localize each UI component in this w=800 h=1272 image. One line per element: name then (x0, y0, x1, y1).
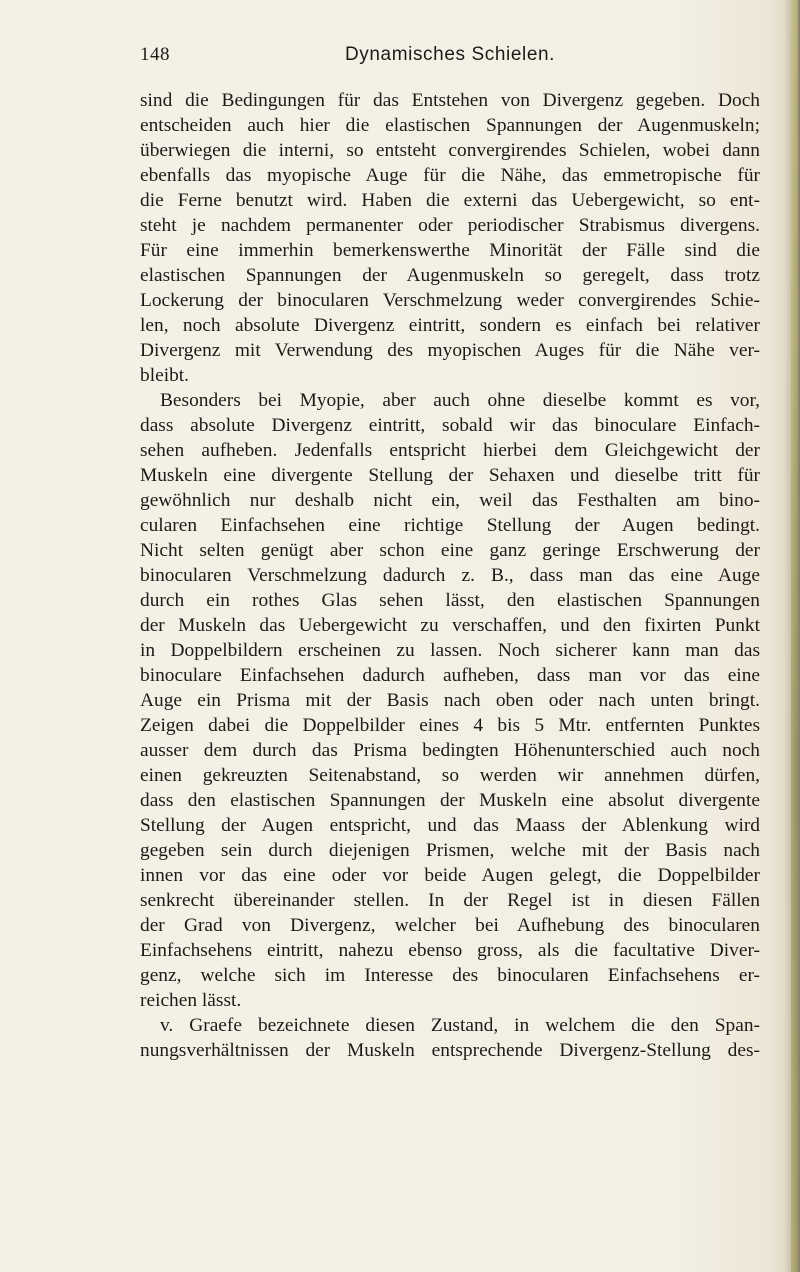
text-line: Lockerung der binocularen Verschmelzung weder convergirendes Schie- (140, 290, 760, 311)
text-line: steht je nachdem permanenter oder periodischer Strabismus divergens. (140, 215, 760, 236)
text-line: ausser dem durch das Prisma bedingten Höhenunterschied auch noch (140, 740, 760, 761)
text-line: nungsverhältnissen der Muskeln entsprechende Divergenz-Stellung des- (140, 1040, 760, 1061)
text-line: entscheiden auch hier die elastischen Spannungen der Augenmuskeln; (140, 115, 760, 136)
text-line: dass absolute Divergenz eintritt, sobald wir das binoculare Einfach- (140, 415, 760, 436)
text-line: Einfachsehens eintritt, nahezu ebenso gross, als die facultative Diver- (140, 940, 760, 961)
text-line: Auge ein Prisma mit der Basis nach oben oder nach unten bringt. (140, 690, 760, 711)
text-line: Divergenz mit Verwendung des myopischen Auges für die Nähe ver- (140, 340, 760, 361)
text-line: len, noch absolute Divergenz eintritt, sondern es einfach bei relativer (140, 315, 760, 336)
page-header (140, 44, 760, 74)
text-line: dass den elastischen Spannungen der Muskeln eine absolut divergente (140, 790, 760, 811)
text-line: gewöhnlich nur deshalb nicht ein, weil das Festhalten am bino- (140, 490, 760, 511)
text-line: der Muskeln das Uebergewicht zu verschaffen, und den fixirten Punkt (140, 615, 760, 636)
text-line: durch ein rothes Glas sehen lässt, den elastischen Spannungen (140, 590, 760, 611)
text-line: Besonders bei Myopie, aber auch ohne dieselbe kommt es vor, (160, 390, 760, 411)
text-line: sind die Bedingungen für das Entstehen von Divergenz gegeben. Doch (140, 90, 760, 111)
text-line: in Doppelbildern erscheinen zu lassen. Noch sicherer kann man das (140, 640, 760, 661)
page-number: 148 (140, 44, 170, 65)
text-line: binoculare Einfachsehen dadurch aufheben, dass man vor das eine (140, 665, 760, 686)
text-line: Stellung der Augen entspricht, und das Maass der Ablenkung wird (140, 815, 760, 836)
text-line: überwiegen die interni, so entsteht convergirendes Schielen, wobei dann (140, 140, 760, 161)
text-line: gegeben sein durch diejenigen Prismen, welche mit der Basis nach (140, 840, 760, 861)
text-line: Muskeln eine divergente Stellung der Sehaxen und dieselbe tritt für (140, 465, 760, 486)
text-line: sehen aufheben. Jedenfalls entspricht hierbei dem Gleichgewicht der (140, 440, 760, 461)
text-line: innen vor das eine oder vor beide Augen gelegt, die Doppelbilder (140, 865, 760, 886)
text-line: genz, welche sich im Interesse des binocularen Einfachsehens er- (140, 965, 760, 986)
text-line: binocularen Verschmelzung dadurch z. B., dass man das eine Auge (140, 565, 760, 586)
text-line: elastischen Spannungen der Augenmuskeln so geregelt, dass trotz (140, 265, 760, 286)
text-line: Nicht selten genügt aber schon eine ganz geringe Erschwerung der (140, 540, 760, 561)
text-line: cularen Einfachsehen eine richtige Stellung der Augen bedingt. (140, 515, 760, 536)
text-line: Zeigen dabei die Doppelbilder eines 4 bis 5 Mtr. entfernten Punktes (140, 715, 760, 736)
page-edge-stripe (791, 0, 798, 1272)
text-line: v. Graefe bezeichnete diesen Zustand, in welchem die den Span- (160, 1015, 760, 1036)
text-line: senkrecht übereinander stellen. In der Regel ist in diesen Fällen (140, 890, 760, 911)
text-line: reichen lässt. (140, 990, 242, 1011)
text-line: bleibt. (140, 365, 190, 386)
text-line: einen gekreuzten Seitenabstand, so werden wir annehmen dürfen, (140, 765, 760, 786)
text-line: Für eine immerhin bemerkenswerthe Minorität der Fälle sind die (140, 240, 760, 261)
text-line: die Ferne benutzt wird. Haben die externi das Uebergewicht, so ent- (140, 190, 760, 211)
running-title: Dynamisches Schielen. (344, 44, 556, 65)
text-line: ebenfalls das myopische Auge für die Nähe, das emmetropische für (140, 165, 760, 186)
text-line: der Grad von Divergenz, welcher bei Aufhebung des binocularen (140, 915, 760, 936)
body-text (140, 88, 760, 1063)
